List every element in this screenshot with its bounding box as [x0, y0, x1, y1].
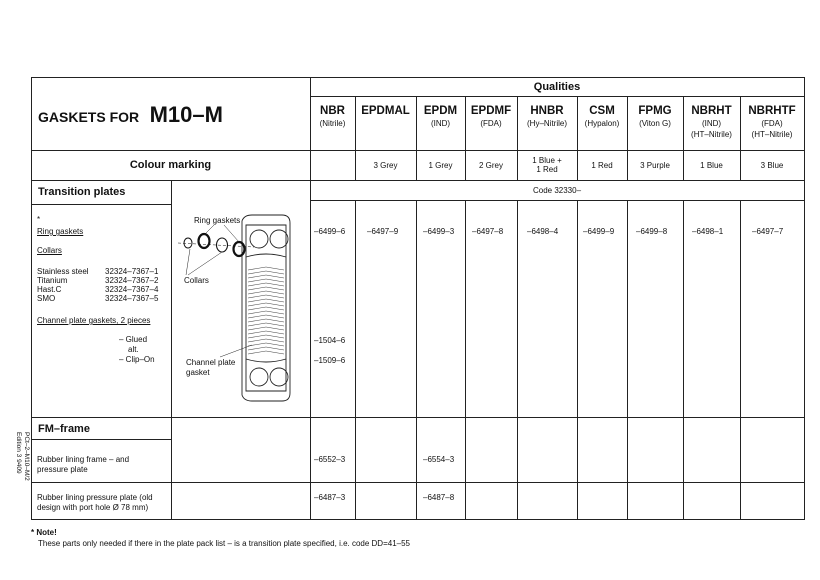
colour-epdmal: 3 Grey	[373, 161, 398, 170]
quality-header-hnbr	[517, 104, 577, 129]
material-code: 32324–7367–1	[105, 267, 159, 276]
quality-sub2: (HT–Nitrile)	[691, 130, 732, 139]
colour-fpmg: 3 Purple	[640, 161, 670, 170]
quality-name: NBRHTF	[748, 105, 796, 117]
code-epdmf: –6497–8	[472, 227, 504, 236]
quality-name: HNBR	[530, 105, 564, 117]
transition-header: Transition plates	[38, 186, 126, 198]
side-label-2: Edition 3 9409	[15, 432, 22, 474]
quality-header-csm	[577, 104, 627, 129]
quality-header-nbr	[310, 104, 355, 129]
code-prefix: Code 32330–	[532, 186, 582, 195]
colour-hnbr-line2: 1 Red	[536, 165, 558, 174]
asterisk: *	[37, 215, 41, 224]
quality-sub: (Viton G)	[639, 119, 671, 128]
quality-header-nbrhtf	[740, 104, 804, 140]
quality-name: EPDM	[423, 105, 458, 117]
code-nbr: –6499–6	[314, 227, 346, 236]
fm-row1-line2: pressure plate	[37, 465, 88, 474]
quality-sub: (Hy–Nitrile)	[527, 119, 567, 128]
figure-ring-gaskets-label: Ring gaskets	[194, 216, 241, 225]
clip-on-code: –1509–6	[314, 356, 346, 365]
glued-label: – Glued	[119, 335, 148, 344]
title-prefix: GASKETS FOR	[38, 109, 140, 125]
material-name: SMO	[37, 294, 56, 303]
colour-nbrhtf: 3 Blue	[760, 161, 784, 170]
side-label-1: PCt–2–M10–M/2	[23, 432, 30, 481]
material-code: 32324–7367–4	[105, 285, 159, 294]
quality-header-epdmf	[465, 104, 517, 129]
quality-name: NBRHT	[691, 105, 732, 117]
colour-marking-label: Colour marking	[129, 159, 212, 171]
clip-on-label: – Clip–On	[119, 355, 155, 364]
figure-channel-label-2: gasket	[186, 368, 210, 377]
title-model: M10–M	[149, 102, 223, 127]
code-nbrht: –6498–1	[692, 227, 724, 236]
channel-gaskets-label: Channel plate gaskets, 2 pieces	[37, 316, 151, 325]
quality-header-epdmal	[355, 104, 416, 118]
note-text: These parts only needed if there in the plate pack list – is a transition plate specified, i.e. code DD=41–55	[38, 539, 410, 548]
colour-nbrht: 1 Blue	[700, 161, 723, 170]
material-code: 32324–7367–2	[105, 276, 159, 285]
quality-header-epdm	[416, 104, 465, 129]
quality-sub: (Nitrile)	[319, 119, 346, 128]
colour-csm: 1 Red	[591, 161, 613, 170]
quality-name: EPDMAL	[361, 105, 410, 117]
ring-gaskets-label: Ring gaskets	[37, 227, 84, 236]
fm-row2-nbr: –6487–3	[314, 493, 346, 502]
quality-name: FPMG	[638, 105, 672, 117]
fm-frame-header: FM–frame	[38, 423, 90, 435]
material-name: Stainless steel	[37, 267, 89, 276]
colour-hnbr-line1: 1 Blue +	[532, 156, 562, 165]
quality-name: EPDMF	[470, 105, 512, 117]
quality-header-fpmg	[627, 104, 683, 129]
quality-sub: (Hypalon)	[584, 119, 620, 128]
quality-sub: (IND)	[701, 119, 722, 128]
note-title: * Note!	[31, 528, 57, 537]
fm-row2-line1: Rubber lining pressure plate (old	[37, 493, 153, 502]
qualities-header: Qualities	[533, 81, 581, 93]
colour-hnbr	[517, 156, 577, 174]
quality-name: NBR	[320, 105, 345, 117]
figure-channel-label-1: Channel plate	[186, 358, 236, 367]
material-name: Titanium	[37, 276, 68, 285]
quality-name: CSM	[589, 105, 615, 117]
page-title	[38, 102, 223, 128]
quality-sub: (FDA)	[480, 119, 502, 128]
fm-row1-epdm: –6554–3	[423, 455, 455, 464]
code-csm: –6499–9	[583, 227, 615, 236]
code-fpmg: –6499–8	[636, 227, 668, 236]
code-epdmal: –6497–9	[367, 227, 399, 236]
code-nbrhtf: –6497–7	[752, 227, 784, 236]
code-hnbr: –6498–4	[527, 227, 559, 236]
colour-epdmf: 2 Grey	[478, 161, 503, 170]
material-code: 32324–7367–5	[105, 294, 159, 303]
figure-collars-label: Collars	[184, 276, 209, 285]
quality-header-nbrht	[683, 104, 740, 140]
fm-row2-epdm: –6487–8	[423, 493, 455, 502]
plate-gasket-figure	[172, 205, 310, 417]
plate-diagram	[172, 205, 310, 417]
material-name: Hast.C	[37, 285, 62, 294]
fm-row2-line2: design with port hole Ø 78 mm)	[37, 503, 149, 512]
colour-epdm: 1 Grey	[428, 161, 453, 170]
quality-sub: (FDA)	[761, 119, 783, 128]
glued-code: –1504–6	[314, 336, 346, 345]
quality-sub: (IND)	[430, 119, 451, 128]
quality-sub2: (HT–Nitrile)	[751, 130, 793, 139]
fm-row1-nbr: –6552–3	[314, 455, 346, 464]
fm-row1-line1: Rubber lining frame – and	[37, 455, 130, 464]
collars-label: Collars	[37, 246, 62, 255]
code-epdm: –6499–3	[423, 227, 455, 236]
alt-label: alt.	[128, 345, 139, 354]
